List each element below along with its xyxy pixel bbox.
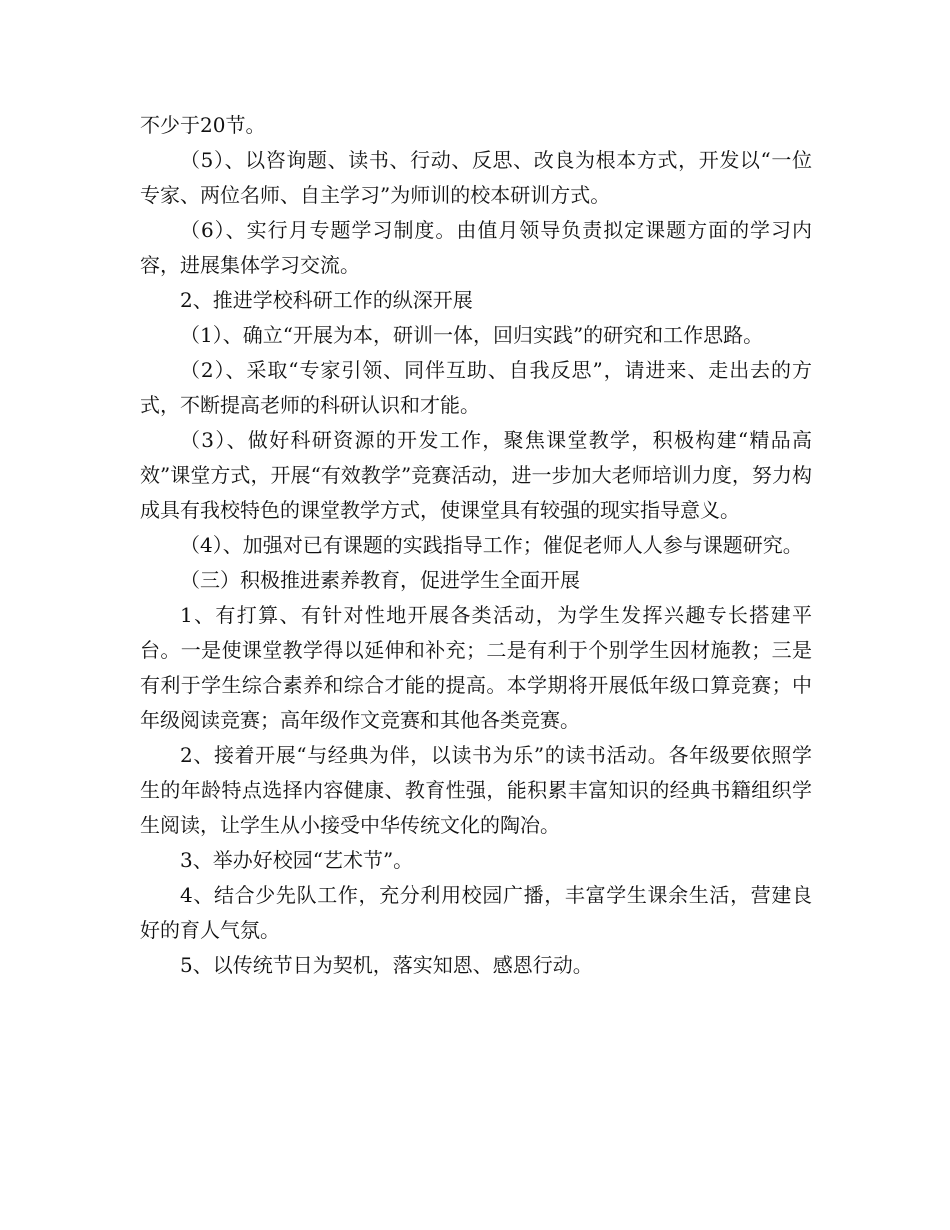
paragraph-11: 2、接着开展“与经典为伴，以读书为乐”的读书活动。各年级要依照学生的年龄特点选择内容健康、教育性强，能积累丰富知识的经典书籍组织学生阅读，让学生从小接受中华传统文化的陶冶。 [140, 743, 812, 837]
section-heading-3: （三）积极推进素养教育，促进学生全面开展 [180, 568, 580, 592]
paragraph-13: 4、结合少先队工作，充分利用校园广播，丰富学生课余生活，营建良好的育人气氛。 [140, 883, 812, 942]
paragraph-8: （4）、加强对已有课题的实践指导工作；催促老师人人参与课题研究。 [180, 533, 803, 557]
paragraph-5: （1）、确立“开展为本，研训一体，回归实践”的研究和工作思路。 [180, 323, 764, 347]
paragraph-7: （3）、做好科研资源的开发工作，聚焦课堂教学，积极构建“精品高效”课堂方式，开展“有效教学”竞赛活动，进一步加大老师培训力度，努力构成具有我校特色的课堂教学方式，使课堂具有较强的现实指导意义。 [140, 428, 812, 522]
paragraph-2: （5）、以咨询题、读书、行动、反思、改良为根本方式，开发以“一位专家、两位名师、自主学习”为师训的校本研训方式。 [140, 148, 812, 207]
paragraph-6: （2）、采取“专家引领、同伴互助、自我反思”，请进来、走出去的方式，不断提高老师的科研认识和才能。 [140, 358, 812, 417]
paragraph-10: 1、有打算、有针对性地开展各类活动，为学生发挥兴趣专长搭建平台。一是使课堂教学得以延伸和补充；二是有利于个别学生因材施教；三是有利于学生综合素养和综合才能的提高。本学期将开展低年级口算竞赛；中年级阅读竞赛；高年级作文竞赛和其他各类竞赛。 [140, 603, 812, 732]
paragraph-1: 不少于20节。 [140, 113, 266, 137]
paragraph-12: 3、举办好校园“艺术节”。 [180, 848, 414, 872]
document-body [140, 108, 812, 983]
paragraph-3: （6）、实行月专题学习制度。由值月领导负责拟定课题方面的学习内容，进展集体学习交流。 [140, 218, 812, 277]
section-heading-2: 2、推进学校科研工作的纵深开展 [180, 288, 473, 312]
paragraph-14: 5、以传统节日为契机，落实知恩、感恩行动。 [180, 953, 593, 977]
